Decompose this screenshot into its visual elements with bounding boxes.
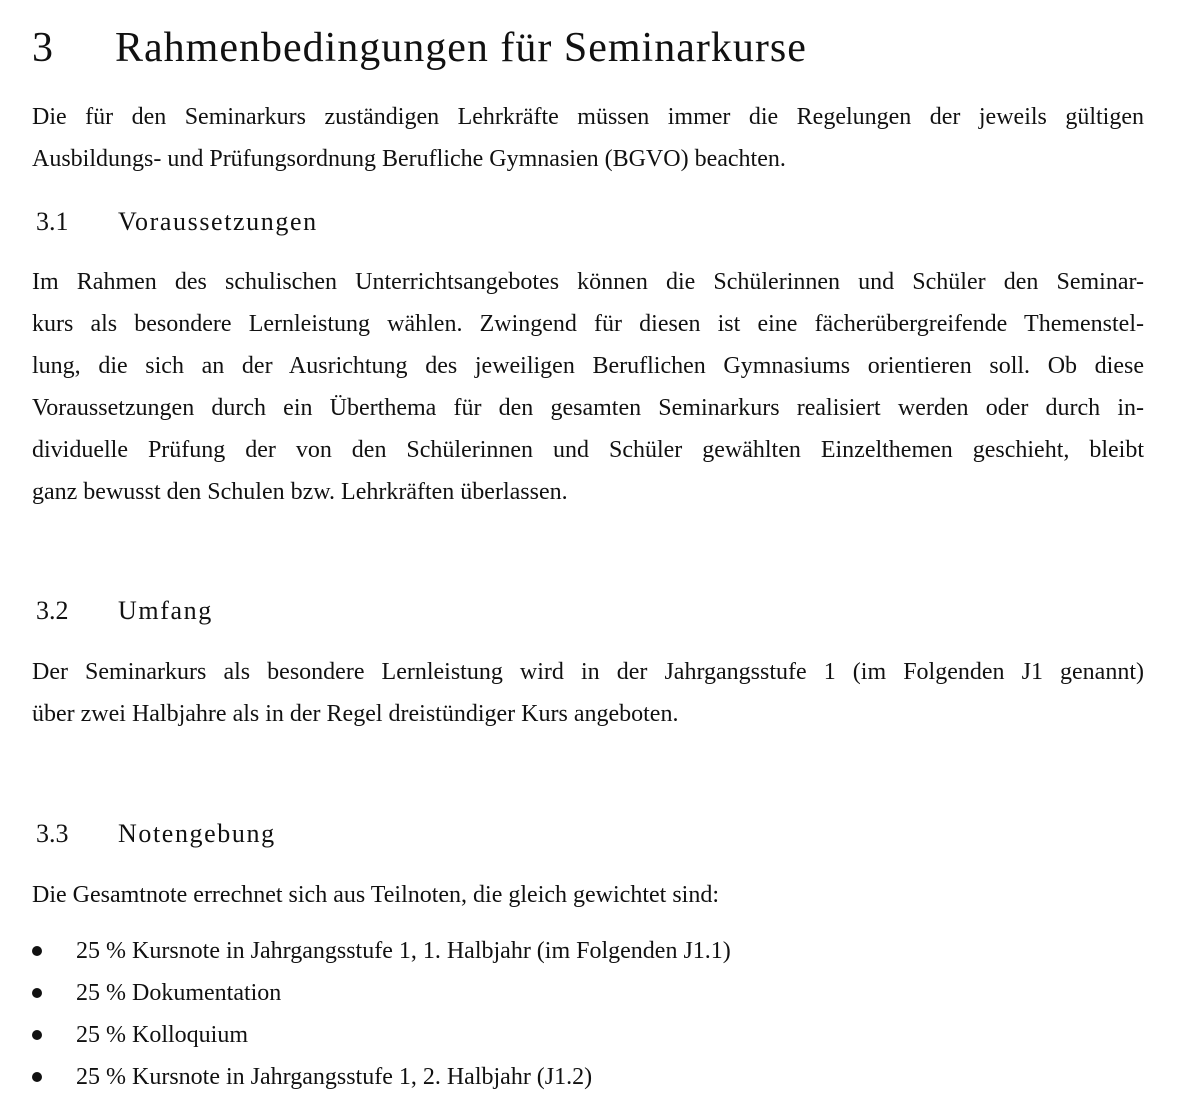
- list-item: [32, 1014, 1144, 1056]
- list-item: [32, 930, 1144, 972]
- section-title: Notengebung: [118, 819, 276, 848]
- chapter-title: Rahmenbedingungen für Seminarkurse: [115, 25, 807, 71]
- list-item-text: 25 % Kursnote in Jahrgangsstufe 1, 1. Halbjahr (im Folgenden J1.1): [76, 938, 731, 964]
- list-item-text: 25 % Kursnote in Jahrgangsstufe 1, 2. Halbjahr (J1.2): [76, 1064, 593, 1090]
- section-3-3-paragraph: [32, 874, 1144, 916]
- paragraph-line: Die für den Seminarkurs zuständigen Lehrkräfte müssen immer die Regelungen der jeweils gültigen: [32, 104, 1144, 130]
- bullet-icon: [32, 1030, 42, 1040]
- section-3-2-paragraph: [32, 651, 1144, 735]
- chapter-number: 3: [32, 25, 54, 71]
- chapter-intro-paragraph: [32, 96, 1144, 180]
- bullet-icon: [32, 1072, 42, 1082]
- grade-weighting-list: [32, 930, 1144, 1098]
- section-number: 3.3: [36, 819, 69, 848]
- paragraph-line: Im Rahmen des schulischen Unterrichtsangebotes können die Schülerinnen und Schüler den Seminar-: [32, 269, 1144, 295]
- paragraph-line: Die Gesamtnote errechnet sich aus Teilnoten, die gleich gewichtet sind:: [32, 882, 719, 908]
- paragraph-line: Ausbildungs- und Prüfungsordnung Berufliche Gymnasien (BGVO) beachten.: [32, 146, 786, 172]
- section-title: Voraussetzungen: [118, 207, 318, 236]
- paragraph-line: kurs als besondere Lernleistung wählen. Zwingend für diesen ist eine fächerübergreifende Themenstel-: [32, 311, 1144, 337]
- list-item: [32, 1056, 1144, 1098]
- paragraph-line: über zwei Halbjahre als in der Regel dreistündiger Kurs angeboten.: [32, 701, 679, 727]
- section-number: 3.2: [36, 596, 69, 625]
- paragraph-line: Der Seminarkurs als besondere Lernleistung wird in der Jahrgangsstufe 1 (im Folgenden J1 genannt): [32, 659, 1144, 685]
- paragraph-line: dividuelle Prüfung der von den Schülerinnen und Schüler gewählten Einzelthemen geschieht, bleibt: [32, 437, 1144, 463]
- bullet-icon: [32, 946, 42, 956]
- list-item-text: 25 % Dokumentation: [76, 980, 282, 1006]
- section-number: 3.1: [36, 207, 69, 236]
- paragraph-line: ganz bewusst den Schulen bzw. Lehrkräften überlassen.: [32, 479, 568, 505]
- bullet-icon: [32, 988, 42, 998]
- paragraph-line: Voraussetzungen durch ein Überthema für den gesamten Seminarkurs realisiert werden oder durch in-: [32, 395, 1144, 421]
- list-item: [32, 972, 1144, 1014]
- section-title: Umfang: [118, 596, 213, 625]
- section-3-1-paragraph: [32, 261, 1144, 513]
- list-item-text: 25 % Kolloquium: [76, 1022, 248, 1048]
- paragraph-line: lung, die sich an der Ausrichtung des jeweiligen Beruflichen Gymnasiums orientieren soll. Ob diese: [32, 353, 1144, 379]
